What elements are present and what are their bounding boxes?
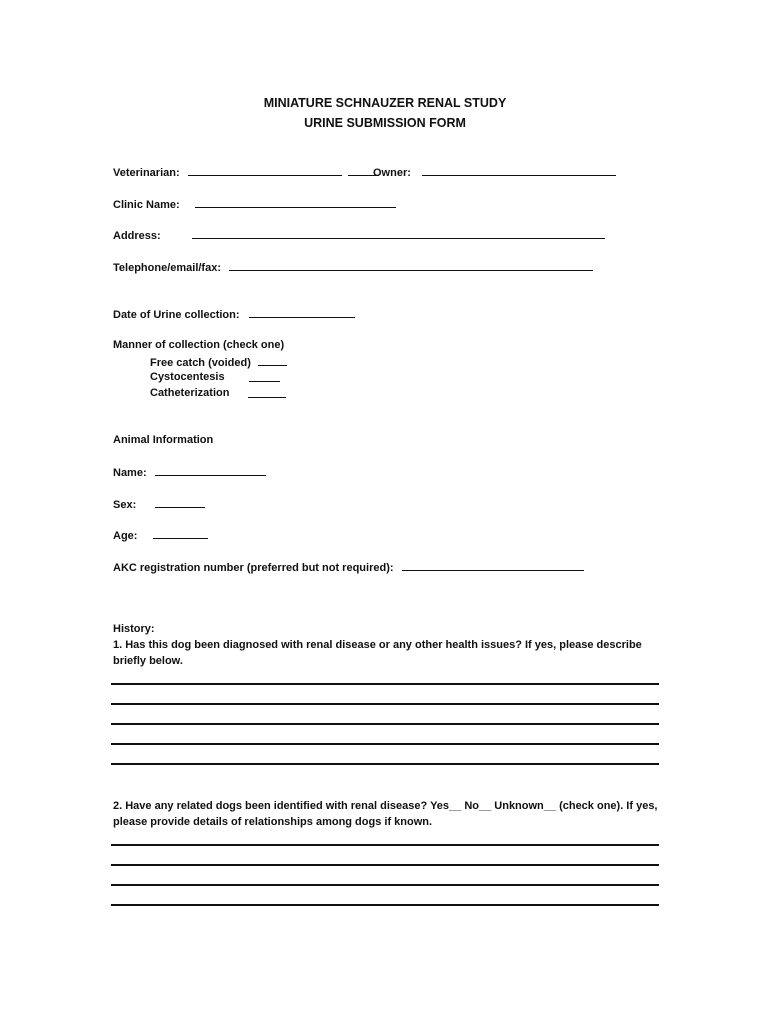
- cystocentesis-label: Cystocentesis: [150, 371, 225, 383]
- address-field[interactable]: [192, 227, 605, 239]
- owner-label: Owner:: [373, 167, 411, 179]
- animal-name-row: [113, 464, 266, 480]
- history-question-1: 1. Has this dog been diagnosed with renal disease or any other health issues? If yes, please describe briefly below.: [113, 639, 642, 667]
- form-title-line-1: MINIATURE SCHNAUZER RENAL STUDY: [263, 96, 507, 110]
- animal-sex-label: Sex:: [113, 499, 137, 511]
- akc-field[interactable]: [402, 559, 584, 571]
- answer-line-8[interactable]: [111, 884, 659, 886]
- history-heading: History:: [113, 623, 155, 635]
- veterinarian-label: Veterinarian:: [113, 167, 180, 179]
- answer-line-7[interactable]: [111, 864, 659, 866]
- collection-option-cystocentesis: [150, 370, 225, 384]
- answer-line-4[interactable]: [111, 743, 659, 745]
- contact-field[interactable]: [229, 259, 593, 271]
- address-row: [113, 227, 605, 243]
- animal-age-label: Age:: [113, 530, 138, 542]
- akc-row: [113, 559, 584, 575]
- free-catch-check[interactable]: [258, 354, 287, 366]
- animal-name-label: Name:: [113, 467, 147, 479]
- answer-line-9[interactable]: [111, 904, 659, 906]
- answer-line-1[interactable]: [111, 683, 659, 685]
- answer-line-2[interactable]: [111, 703, 659, 705]
- collection-manner-heading: Manner of collection (check one): [113, 339, 285, 351]
- free-catch-label: Free catch (voided): [150, 357, 251, 369]
- veterinarian-field[interactable]: [188, 164, 342, 176]
- form-title-line-2: URINE SUBMISSION FORM: [304, 116, 466, 130]
- animal-info-heading: Animal Information: [113, 434, 214, 446]
- veterinarian-row: [113, 164, 379, 180]
- animal-age-field[interactable]: [153, 527, 208, 539]
- collection-option-catheterization: [150, 386, 229, 400]
- collection-date-field[interactable]: [249, 306, 355, 318]
- address-label: Address:: [113, 230, 161, 242]
- collection-option-free-catch: [150, 354, 287, 370]
- owner-row: [373, 164, 616, 180]
- history-question-2: 2. Have any related dogs been identified with renal disease? Yes__ No__ Unknown__ (check one). If yes, please provide details of relationships among dogs if known.: [113, 800, 658, 828]
- akc-label: AKC registration number (preferred but not required):: [113, 562, 394, 574]
- answer-line-3[interactable]: [111, 723, 659, 725]
- cystocentesis-check[interactable]: [249, 370, 280, 382]
- contact-label: Telephone/email/fax:: [113, 262, 221, 274]
- animal-age-row: [113, 527, 208, 543]
- clinic-name-field[interactable]: [195, 196, 396, 208]
- collection-date-row: [113, 306, 355, 322]
- animal-sex-row: [113, 496, 205, 512]
- answer-line-6[interactable]: [111, 844, 659, 846]
- animal-name-field[interactable]: [155, 464, 266, 476]
- contact-row: [113, 259, 593, 275]
- collection-date-label: Date of Urine collection:: [113, 309, 240, 321]
- animal-sex-field[interactable]: [155, 496, 205, 508]
- answer-line-5[interactable]: [111, 763, 659, 765]
- clinic-name-label: Clinic Name:: [113, 199, 180, 211]
- catheterization-check[interactable]: [248, 386, 286, 398]
- clinic-name-row: [113, 196, 396, 212]
- catheterization-label: Catheterization: [150, 387, 230, 399]
- owner-field[interactable]: [422, 164, 616, 176]
